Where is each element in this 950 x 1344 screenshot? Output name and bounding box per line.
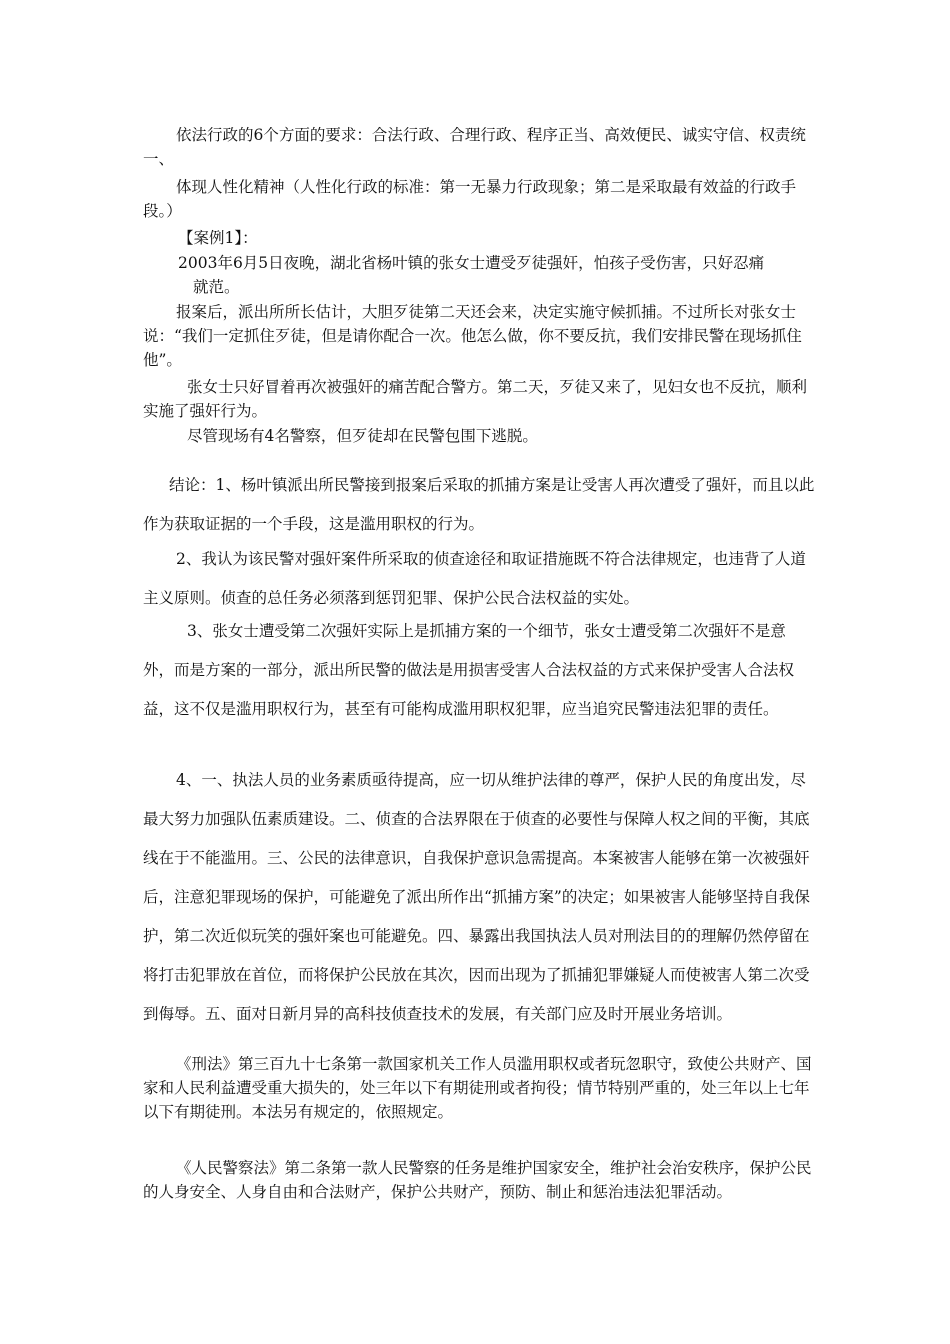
paragraph-humanized-spirit: 体现人性化精神（人性化行政的标准：第一无暴力行政现象；第二是采取最有效益的行政手段。） xyxy=(143,178,797,220)
conclusion-3: 3、张女士遭受第二次强奸实际上是抓捕方案的一个细节，张女士遭受第二次强奸不是意外，而是方案的一部分，派出所民警的做法是用损害受害人合法权益的方式来保护受害人合法权益，这不仅是滥用职权行为，甚至有可能构成滥用职权犯罪，应当追究民警违法犯罪的责任。 xyxy=(143,622,795,718)
criminal-law-article: 《刑法》第三百九十七条第一款国家机关工作人员滥用职权或者玩忽职守，致使公共财产、国家和人民利益遭受重大损失的，处三年以下有期徒刑或者拘役；情节特别严重的，处三年以上七年以下有期徒刑。本法另有规定的，依照规定。 xyxy=(143,1055,812,1121)
case-paragraph-1: 2003年6月5日夜晚，湖北省杨叶镇的张女士遭受歹徒强奸，怕孩子受伤害，只好忍痛 xyxy=(178,254,765,272)
paragraph-lawful-administration: 依法行政的6个方面的要求：合法行政、合理行政、程序正当、高效便民、诚实守信、权责统一、 xyxy=(143,126,806,168)
case-paragraph-1-continued: 就范。 xyxy=(193,278,240,296)
conclusion-1: 结论：1、杨叶镇派出所民警接到报案后采取的抓捕方案是让受害人再次遭受了强奸，而且以此作为获取证据的一个手段，这是滥用职权的行为。 xyxy=(143,476,815,533)
conclusion-4: 4、一、执法人员的业务素质亟待提高，应一切从维护法律的尊严，保护人民的角度出发，尽最大努力加强队伍素质建设。二、侦查的合法界限在于侦查的必要性与保障人权之间的平衡，其底线在于不能滥用。三、公民的法律意识，自我保护意识急需提高。本案被害人能够在第一次被强奸后，注意犯罪现场的保护，可能避免了派出所作出“抓捕方案”的决定；如果被害人能够坚持自我保护，第二次近似玩笑的强奸案也可能避免。四、暴露出我国执法人员对刑法目的的理解仍然停留在将打击犯罪放在首位，而将保护公民放在其次，因而出现为了抓捕犯罪嫌疑人而使被害人第二次受到侮辱。五、面对日新月异的高科技侦查技术的发展，有关部门应及时开展业务培训。 xyxy=(143,771,810,1023)
case-paragraph-3: 张女士只好冒着再次被强奸的痛苦配合警方。第二天，歹徒又来了，见妇女也不反抗，顺利实施了强奸行为。 xyxy=(143,378,808,420)
case-heading: 【案例1】： xyxy=(178,229,258,247)
conclusion-2: 2、我认为该民警对强奸案件所采取的侦查途径和取证措施既不符合法律规定，也违背了人道主义原则。侦查的总任务必须落到惩罚犯罪、保护公民合法权益的实处。 xyxy=(143,550,806,607)
case-paragraph-2: 报案后，派出所所长估计，大胆歹徒第二天还会来，决定实施守候抓捕。不过所长对张女士说：“我们一定抓住歹徒，但是请你配合一次。他怎么做，你不要反抗，我们安排民警在现场抓住他”。 xyxy=(143,303,802,369)
police-law-article: 《人民警察法》第二条第一款人民警察的任务是维护国家安全，维护社会治安秩序，保护公民的人身安全、人身自由和合法财产，保护公共财产，预防、制止和惩治违法犯罪活动。 xyxy=(143,1159,812,1201)
case-paragraph-4: 尽管现场有4名警察，但歹徒却在民警包围下逃脱。 xyxy=(187,427,538,445)
